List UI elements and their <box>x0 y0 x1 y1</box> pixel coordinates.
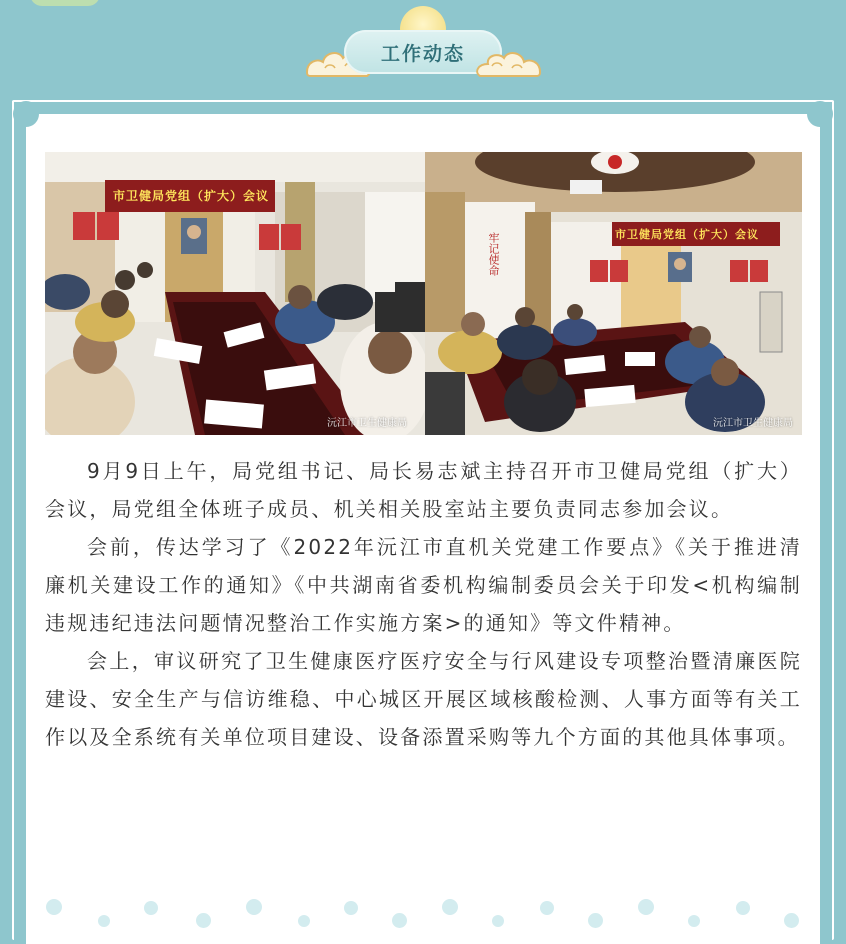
card-notch-left <box>13 101 39 127</box>
dot <box>392 913 407 928</box>
top-leaf-decoration <box>30 0 100 6</box>
meeting-photos <box>45 152 802 435</box>
article-paragraph-1: 9月9日上午，局党组书记、局长易志斌主持召开市卫健局党组（扩大）会议，局党组全体班子成员、机关相关股室站主要负责同志参加会议。 <box>45 459 802 521</box>
photo-2-slogan: 牢记使命 <box>487 232 500 276</box>
dot <box>196 913 211 928</box>
photo-1-banner: 市卫健局党组（扩大）会议 <box>113 189 270 203</box>
dot-decoration-row <box>30 895 820 935</box>
section-title: 工作动态 <box>380 42 465 65</box>
meeting-photo-1 <box>45 152 425 435</box>
dot <box>736 901 750 915</box>
article-paragraph-3: 会上，审议研究了卫生健康医疗医疗安全与行风建设专项整治暨清廉医院建设、安全生产与信访维稳、中心城区开展区域核酸检测、人事方面等有关工作以及全系统有关单位项目建设、设备添置采购等九个方面的其他具体事项。 <box>45 649 802 749</box>
dot <box>98 915 110 927</box>
dot <box>442 899 458 915</box>
photo-2-banner: 市卫健局党组（扩大）会议 <box>615 228 759 241</box>
dot <box>298 915 310 927</box>
dot <box>46 899 62 915</box>
dot <box>540 901 554 915</box>
dot <box>688 915 700 927</box>
cloud-right-decoration <box>472 42 544 80</box>
dot <box>246 899 262 915</box>
article-body <box>45 452 802 756</box>
article-paragraph-2: 会前，传达学习了《2022年沅江市直机关党建工作要点》《关于推进清廉机关建设工作的通知》《中共湖南省委机构编制委员会关于印发<机构编制违规违纪违法问题情况整治工作实施方案>的通知》等文件精神。 <box>45 535 802 635</box>
photo-2-watermark: 沅江市卫生健康局 <box>713 418 793 429</box>
card-notch-right <box>807 101 833 127</box>
meeting-photo-2 <box>425 152 802 435</box>
dot <box>492 915 504 927</box>
dot <box>784 913 799 928</box>
photo-1-watermark: 沅江市卫生健康局 <box>327 418 407 429</box>
dot <box>344 901 358 915</box>
dot <box>638 899 654 915</box>
dot <box>588 913 603 928</box>
dot <box>144 901 158 915</box>
